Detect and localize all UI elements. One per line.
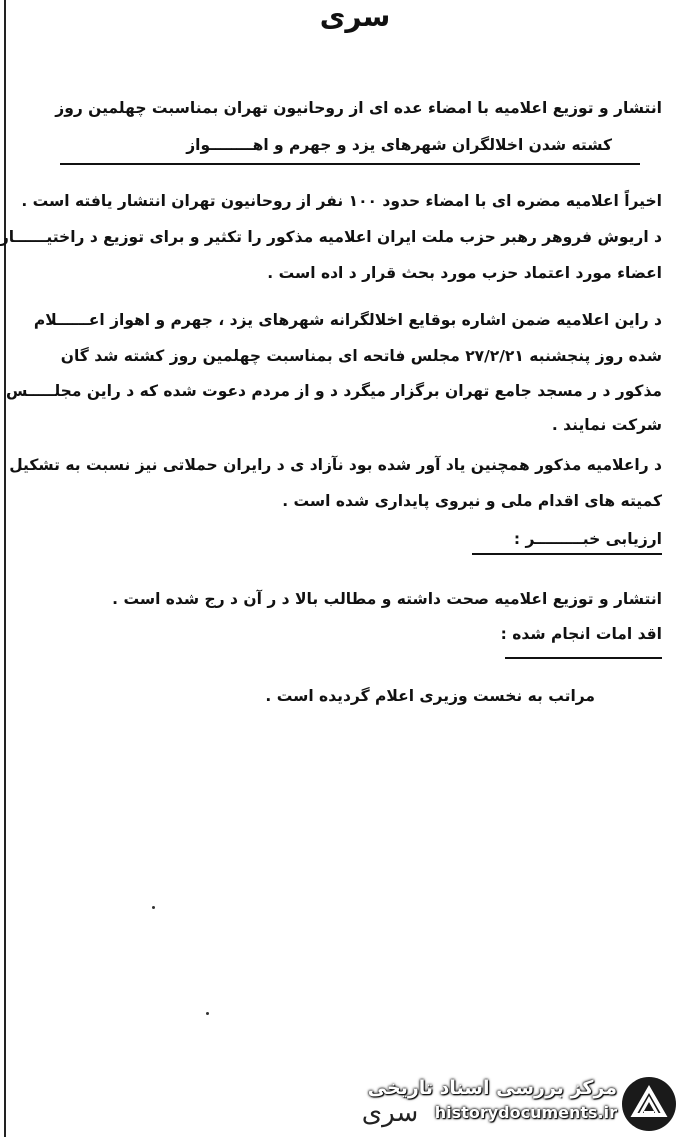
body-line-8: د راعلامیه مذکور همچنین یاد آور شده بود نآزاد ی د رایران حملاتی نیز نسبت به تشکیل (9, 456, 662, 474)
watermark-title: مرکز بررسی اسناد تاریخی (367, 1077, 617, 1099)
paper-speck (206, 1012, 209, 1015)
evaluation-heading: ارزیابی خبـــــــــر : (513, 530, 662, 548)
actions-underline (505, 657, 662, 659)
classification-mark-bottom: سری (361, 1098, 419, 1128)
actions-text: مراتب به نخست وزیری اعلام گردیده است . (265, 687, 595, 705)
page-edge-line (4, 0, 6, 1137)
body-line-9: کمیته های اقدام ملی و نیروی پایداری شده است . (282, 492, 662, 510)
actions-heading: اقد امات انجام شده : (500, 625, 662, 643)
title-underline (60, 163, 640, 165)
body-line-3: اعضاء مورد اعتماد حزب مورد بحث قرار د اده است . (267, 264, 662, 282)
archive-logo-icon (620, 1075, 678, 1133)
paper-speck (152, 906, 155, 909)
body-line-6: مذکور د ر مسجد جامع تهران برگزار میگرد د و از مردم دعوت شده که د راین مجلـــــس (5, 382, 662, 400)
body-line-2: د اریوش فروهر رهبر حزب ملت ایران اعلامیه مذکور را تکثیر و برای توزیع د راختیــــــار (0, 228, 662, 246)
title-line-2: کشته شدن اخلالگران شهرهای یزد و جهرم و اهــــــــواز (186, 136, 612, 154)
body-line-5: شده روز پنجشنبه ۲۷/۲/۲۱ مجلس فاتحه ای بمناسبت چهلمین روز کشته شد گان (60, 347, 662, 365)
evaluation-underline (472, 553, 662, 555)
title-line-1: انتشار و توزیع اعلامیه با امضاء عده ای از روحانیون تهران بمناسبت چهلمین روز (55, 99, 662, 117)
body-line-7: شرکت نمایند . (551, 416, 662, 434)
body-line-4: د راین اعلامیه ضمن اشاره بوقایع اخلالگرانه شهرهای یزد ، جهرم و اهواز اعــــــلام (33, 311, 662, 329)
evaluation-text: انتشار و توزیع اعلامیه صحت داشته و مطالب بالا د ر آن د رج شده است . (112, 590, 662, 608)
watermark-url[interactable]: historydocuments.ir (434, 1103, 617, 1122)
classification-mark-top: سری (319, 0, 391, 33)
body-line-1: اخیراً اعلامیه مضره ای با امضاء حدود ۱۰۰ نفر از روحانیون تهران انتشار یافته است . (21, 192, 662, 210)
